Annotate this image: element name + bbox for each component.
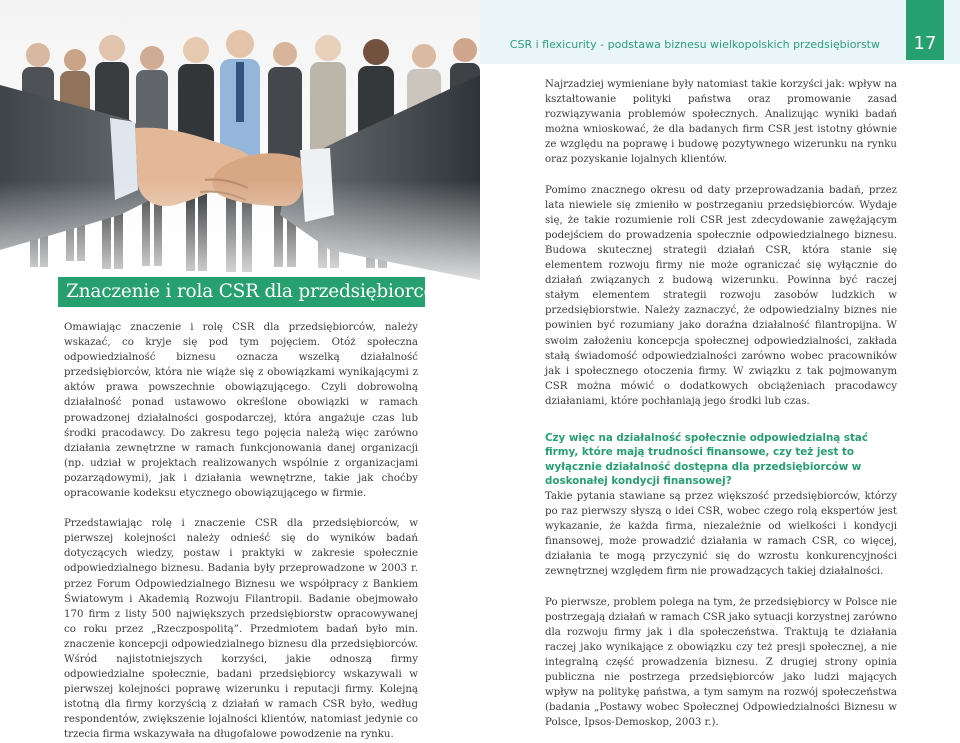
running-header-title: CSR i flexicurity - podstawa biznesu wielkopolskich przedsiębiorstw: [509, 38, 880, 51]
left-text-column: [64, 320, 418, 743]
section-heading-box: [56, 275, 451, 309]
page-number-badge: [906, 0, 944, 60]
right-text-column: [545, 77, 897, 730]
page-number: 17: [913, 33, 937, 54]
left-paragraph-2: Przedstawiając rolę i znaczenie CSR dla przedsiębiorców, w pierwszej kolejności należy odnieść się do wyników badań dotyczących wiedzy, postaw i praktyki w zakresie społecznie odpowiedzialnego biznesu. Badania były przeprowadzone w 2003 r. przez Forum Odpowiedzialnego Biznesu we współpracy z Bankiem Światowym i Akademią Rozwoju Filantropii. Badanie obejmowało 170 firm z listy 500 największych przedsiębiorstw opracowywanej co roku przez „Rzeczpospolitą”. Przedmiotem badań było min. znaczenie koncepcji odpowiedzialnego biznesu dla przedsiębiorców. Wśród najistotniejszych korzyści, jakie odnoszą firmy odpowiedzialne społecznie, badani przedsiębiorcy wskazywali w pierwszej kolejności poprawę wizerunku i reputacji firmy. Kolejną istotną dla firmy korzyścią z działań w ramach CSR było, według respondentów, zwiększenie lojalności klientów, natomiast jedynie co trzecia firma wskazywała na długofalowe powodzenie na rynku.: [64, 518, 418, 741]
right-paragraph-4: Po pierwsze, problem polega na tym, że przedsiębiorcy w Polsce nie postrzegają działań w ramach CSR jako sytuacji korzystnej zarówno dla rozwoju firmy jak i dla społeczeństwa. Traktują te działania raczej jako wynikające z obowiązku czy też presji społecznej, a nie integralną część prowadzenia biznesu. Z drugiej strony opinia publiczna nie postrzega przedsiębiorców jako ludzi mających wpływ na politykę państwa, a tym samym na rozwój społeczeństwa (badania „Postawy wobec Społecznej Odpowiedzialności Biznesu w Polsce, Ipsos-Demoskop, 2003 r.).: [545, 596, 897, 729]
header-band: [480, 0, 960, 64]
right-paragraph-1: Najrzadziej wymieniane były natomiast takie korzyści jak: wpływ na kształtowanie polityki państwa oraz promowanie zasad rozwiązywania problemów społecznych. Analizując wyniki badań można wnioskować, że dla badanych firm CSR jest istotny głównie ze względu na poprawę i budowę pozytywnego wizerunku na rynku oraz pozyskanie lojalnych klientów.: [545, 79, 897, 166]
right-paragraph-3: Takie pytania stawiane są przez większość przedsiębiorców, którzy po raz pierwszy słyszą o idei CSR, wobec czego rolą ekspertów jest wykazanie, że każda firma, niezależnie od wielkości i kondycji finansowej, może prowadzić działania w ramach CSR, co więcej, działania te mogą przyczynić się do wzrostu konkurencyjności zewnętrznej względem firm nie prowadzących takiej działalności.: [545, 490, 897, 578]
highlighted-question: Czy więc na działalność społecznie odpowiedzialną stać firmy, które mają trudności finansowe, czy też jest to wyłącznie działalność dostępna dla przedsiębiorców w doskonałej kondycji finansowej?: [545, 431, 868, 488]
right-paragraph-2: Pomimo znacznego okresu od daty przeprowadzania badań, przez lata niewiele się zmieniło w postrzeganiu przedsiębiorców. Wydaje się, że takie rozumienie roli CSR jest zdecydowanie zawężającym podejściem do prowadzenia społecznie odpowiedzialnego biznesu. Budowa skutecznej strategii działań CSR, która stanie się elementem rozwoju firmy nie może ograniczać się wyłącznie do działań związanych z budową wizerunku. Powinna być raczej stałym elementem strategii rozwoju zasobów ludzkich w przedsiębiorstwie. Należy zaznaczyć, że odpowiedzialny biznes nie powinien być rozumiany jako doraźna działalność filantropijna. W swoim założeniu koncepcja społecznej odpowiedzialności, zakłada stałą świadomość odpowiedzialności zarówno wobec pracowników jak i społecznego otoczenia firmy. W związku z tak pojmowanym CSR można mówić o dodatkowych obciążeniach pracodawcy działaniami, które pochłaniają jego środki lub czas.: [545, 184, 897, 407]
left-paragraph-1: Omawiając znaczenie i rolę CSR dla przedsiębiorców, należy wskazać, co kryje się pod tym pojęciem. Otóż społeczna odpowiedzialność biznesu oznacza wszelką działalność przedsiębiorców, która nie wiąże się z obowiązkami wynikającymi z aktów prawa powszechnie obowiązującego. Czyli dobrowolną działalność ponad ustawowo określone obowiązki w ramach prowadzonej działalności gospodarczej, która angażuje czas lub środki pracodawcy. Do zakresu tego pojęcia należą więc zarówno działania zewnętrzne w ramach funkcjonowania danej organizacji (np. udział w projektach realizowanych wspólnie z organizacjami pozarządowymi), jak i działania wewnętrzne, takie jak choćby opracowanie kodeksu etycznego obowiązującego w firmie.: [64, 322, 418, 500]
business-people-handshake-photo: [0, 0, 480, 300]
section-heading: Znaczenie i rola CSR dla przedsiębiorców: [66, 281, 451, 302]
